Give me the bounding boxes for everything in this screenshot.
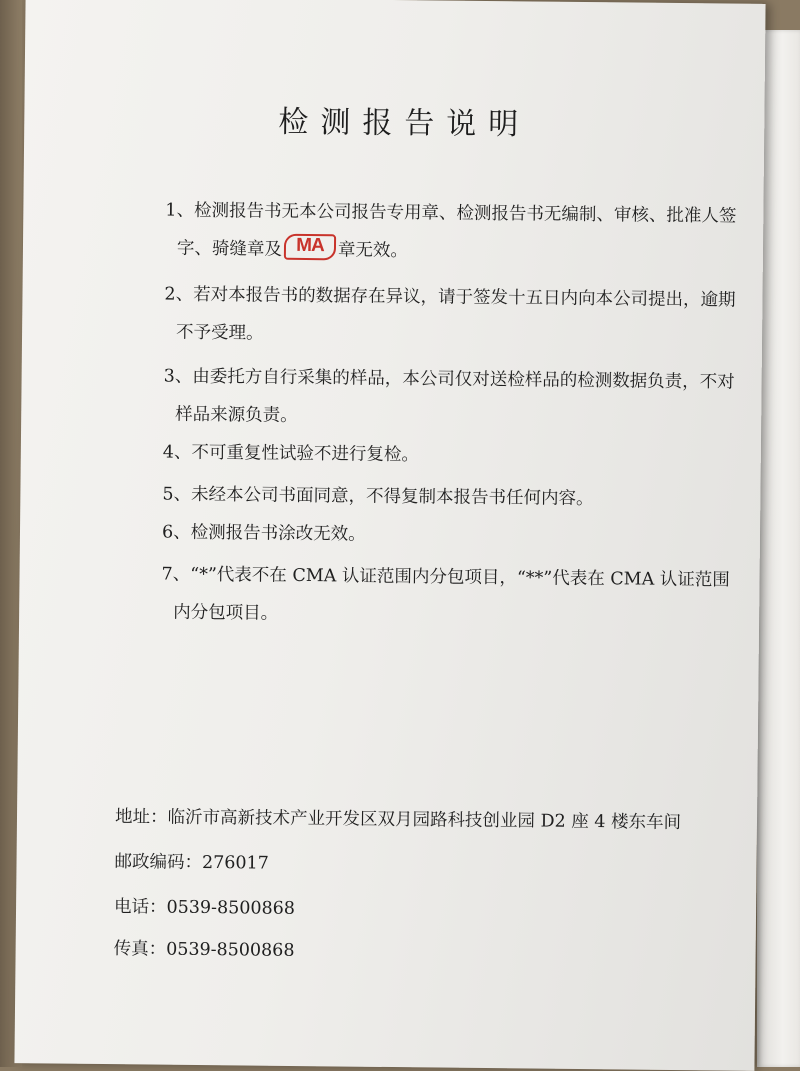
list-item-2 bbox=[164, 276, 755, 358]
item-text: “*”代表不在 CMA 认证范围内分包项目，“**”代表在 CMA 认证范围 bbox=[190, 564, 730, 591]
list-item-1 bbox=[165, 192, 756, 274]
item-text-cont: 样品来源负责。 bbox=[175, 404, 298, 426]
cma-stamp-icon: MA bbox=[284, 234, 336, 261]
list-item-4 bbox=[163, 434, 753, 478]
item-number: 5、 bbox=[162, 484, 192, 505]
item-number: 1、 bbox=[165, 200, 195, 221]
item-number: 6、 bbox=[161, 522, 191, 543]
fax-line: 传真：0539-8500868 bbox=[113, 939, 295, 961]
address-line: 地址：临沂市高新技术产业开发区双月园路科技创业园 D2 座 4 楼东车间 bbox=[114, 807, 682, 833]
phone-line: 电话：0539-8500868 bbox=[113, 897, 296, 919]
item-number: 7、 bbox=[161, 564, 191, 585]
item-text: 检测报告书涂改无效。 bbox=[190, 522, 366, 545]
list-item-5 bbox=[162, 476, 752, 520]
item-text: 检测报告书无本公司报告专用章、检测报告书无编制、审核、批准人签 bbox=[193, 200, 737, 227]
item-text: 若对本报告书的数据存在异议，请于签发十五日内向本公司提出，逾期 bbox=[193, 284, 736, 311]
list-item-3 bbox=[163, 358, 754, 440]
item-text: 由委托方自行采集的样品，本公司仅对送检样品的检测数据负责，不对 bbox=[192, 366, 735, 393]
item-number: 3、 bbox=[163, 366, 193, 387]
item-number: 4、 bbox=[162, 442, 192, 463]
postcode-line: 邮政编码：276017 bbox=[114, 852, 269, 874]
item-text-cont-2: 章无效。 bbox=[337, 240, 409, 262]
item-text: 未经本公司书面同意，不得复制本报告书任何内容。 bbox=[190, 484, 594, 510]
item-text-cont: 不予受理。 bbox=[175, 322, 264, 344]
item-number: 2、 bbox=[164, 284, 194, 305]
list-item-7 bbox=[161, 556, 752, 638]
item-text-cont: 内分包项目。 bbox=[173, 602, 279, 624]
item-text: 不可重复性试验不进行复检。 bbox=[191, 442, 420, 466]
page-title: 检测报告说明 bbox=[278, 104, 531, 143]
list-item-6 bbox=[162, 514, 752, 558]
item-text-cont: 字、骑缝章及 bbox=[176, 238, 283, 260]
